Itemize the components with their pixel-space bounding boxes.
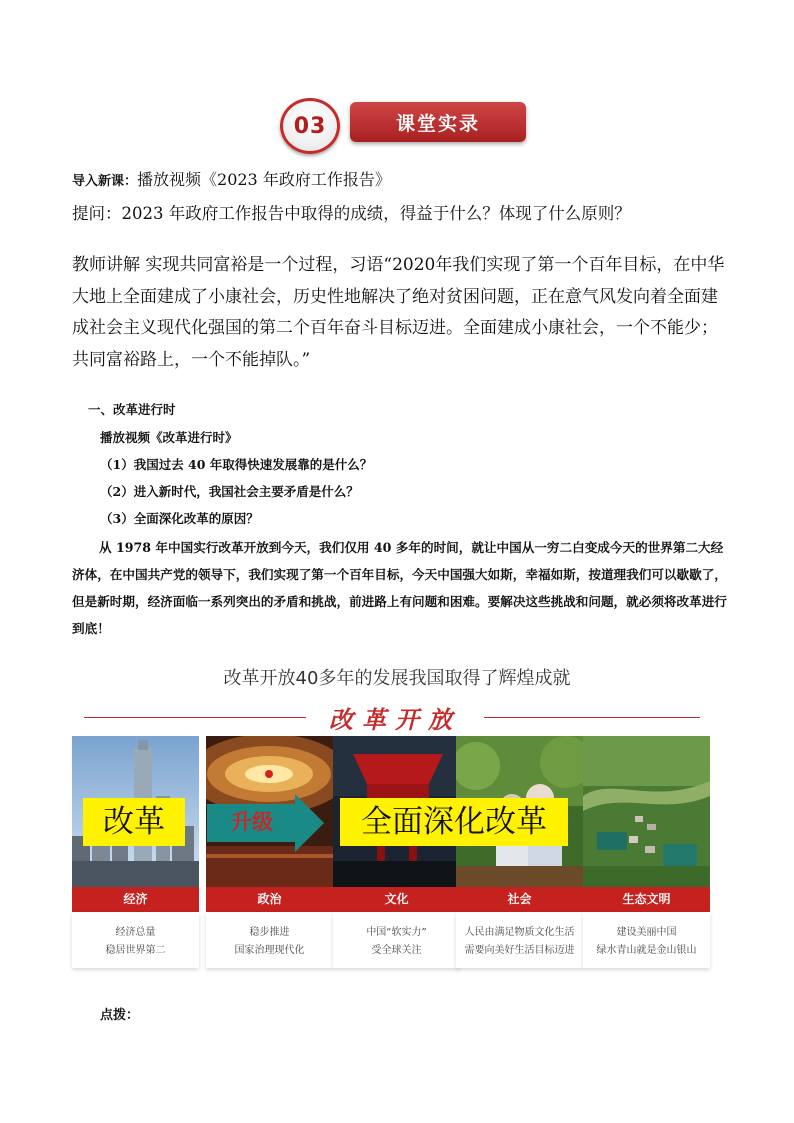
caption-line: 需要向美好生活目标迈进 <box>464 945 575 956</box>
question-1: （1）我国过去 40 年取得快速发展靠的是什么？ <box>100 457 373 472</box>
caption-card <box>333 912 460 968</box>
section-title-bar <box>350 102 526 142</box>
question-line: 提问：2023 年政府工作报告中取得的成绩，得益于什么？体现了什么原则？ <box>72 204 631 223</box>
tip-label: 点拨： <box>100 1008 140 1023</box>
section-heading: 一、改革进行时 <box>88 402 176 417</box>
caption-line: 稳步推进 <box>249 927 290 938</box>
category-society: 社会 <box>456 887 583 912</box>
teacher-label: 教师讲解 <box>72 255 140 275</box>
caption-line: 建设美丽中国 <box>616 927 677 938</box>
section-badge <box>278 96 534 158</box>
overlay-deepen-reform-label: 全面深化改革 <box>340 798 568 846</box>
question-2: （2）进入新时代，我国社会主要矛盾是什么？ <box>100 484 359 499</box>
section-number-circle <box>280 98 340 154</box>
caption-line: 国家治理现代化 <box>234 945 305 956</box>
teacher-text: 实现共同富裕是一个过程，习语“2020年我们实现了第一个百年目标，在中华大地上全面建成了小康社会，历史性地解决了绝对贫困问题，正在意气风发向着全面建成社会主义现代化强国的第二个百年奋斗目标迈进。全面建成小康社会，一个不能少；共同富裕路上，一个不能掉队。” <box>72 255 725 370</box>
category-economy: 经济 <box>72 887 199 912</box>
caption-line: 受全球关注 <box>371 945 422 956</box>
question-3: （3）全面深化改革的原因？ <box>100 511 259 526</box>
caption-line: 绿水青山就是金山银山 <box>596 945 697 956</box>
intro-label: 导入新课： <box>72 174 138 189</box>
category-ecology: 生态文明 <box>583 887 710 912</box>
category-politics: 政治 <box>206 887 333 912</box>
teacher-paragraph <box>72 250 732 376</box>
section-title: 课堂实录 <box>395 112 480 135</box>
ribbon-rule-right <box>484 717 700 718</box>
intro-text: 播放视频《2023 年政府工作报告》 <box>137 170 391 189</box>
video-line: 播放视频《改革进行时》 <box>100 430 238 445</box>
caption-card <box>72 912 199 968</box>
caption-card <box>456 912 583 968</box>
caption-line: 经济总量 <box>115 927 156 938</box>
overlay-upgrade-label: 升级 <box>231 810 273 834</box>
caption-line: 稳居世界第二 <box>105 945 166 956</box>
intro-line <box>72 167 391 190</box>
caption-line: 人民由满足物质文化生活 <box>464 927 575 938</box>
reform-paragraph: 从 1978 年中国实行改革开放到今天，我们仅用 40 多年的时间，就让中国从一穷二白变成今天的世界第二大经济体，在中国共产党的领导下，我们实现了第一个百年目标，今天中国强大如斯，幸福如斯，按道理我们可以歇歇了，但是新时期，经济面临一系列突出的矛盾和挑战，前进路上有问题和困难。要解决这些挑战和问题，就必须将改革进行到底！ <box>72 540 727 636</box>
section-number: 03 <box>293 113 327 139</box>
category-culture: 文化 <box>333 887 460 912</box>
caption-line: 中国“软实力” <box>366 927 427 938</box>
caption-card <box>583 912 710 968</box>
aerial-village-image <box>583 736 710 887</box>
ribbon-text: 改革开放 <box>329 705 461 734</box>
overlay-reform-label: 改革 <box>83 798 185 846</box>
caption-card <box>206 912 333 968</box>
ribbon-rule-left <box>84 717 306 718</box>
infographic-title: 改革开放40多年的发展我国取得了辉煌成就 <box>223 668 571 689</box>
